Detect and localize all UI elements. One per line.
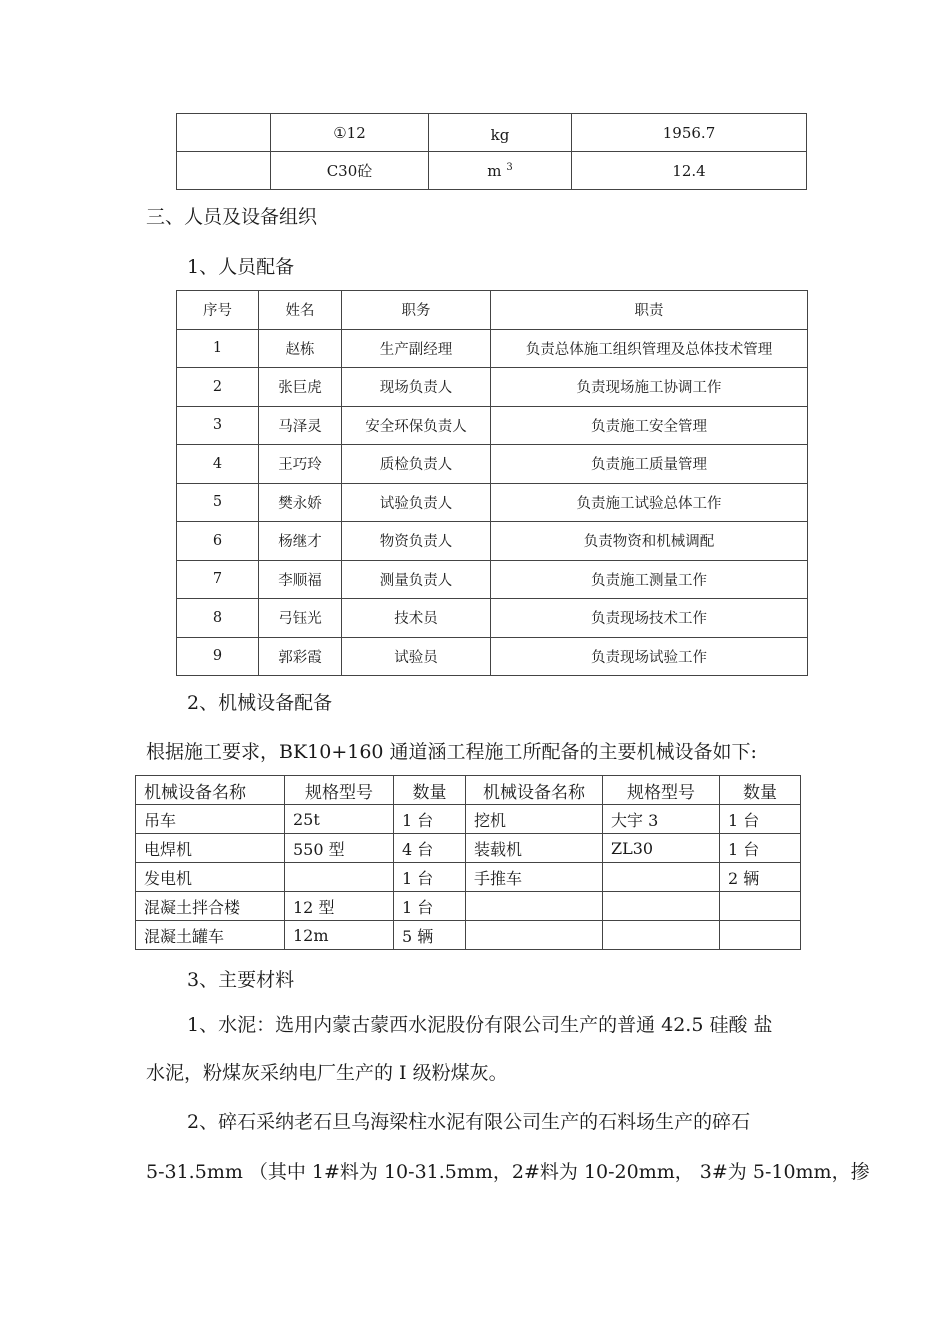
row-number: 6 — [177, 522, 259, 561]
row-number: 1 — [177, 329, 259, 368]
machine-model: ZL30 — [603, 834, 720, 863]
machine-qty: 1 台 — [720, 805, 801, 834]
table-row — [136, 892, 801, 921]
staff-name: 赵栋 — [259, 329, 342, 368]
staff-name: 樊永娇 — [259, 483, 342, 522]
staff-duty: 负责总体施工组织管理及总体技术管理 — [491, 329, 808, 368]
staff-position: 生产副经理 — [342, 329, 491, 368]
material-unit: m $^3$ — [429, 152, 572, 190]
machine-qty: 2 辆 — [720, 863, 801, 892]
table-row — [136, 834, 801, 863]
machine-name — [466, 892, 603, 921]
table-row — [177, 637, 808, 676]
machine-qty: 1 台 — [720, 834, 801, 863]
materials-table — [176, 113, 807, 190]
table-row — [177, 152, 807, 190]
table-row — [177, 599, 808, 638]
subsection-title-personnel: 1、人员配备 — [187, 256, 295, 278]
row-number: 5 — [177, 483, 259, 522]
machine-name — [466, 921, 603, 950]
machine-name: 混凝土拌合楼 — [136, 892, 285, 921]
machine-name: 电焊机 — [136, 834, 285, 863]
staff-position: 技术员 — [342, 599, 491, 638]
staff-position: 试验负责人 — [342, 483, 491, 522]
personnel-table — [176, 290, 808, 676]
machinery-table — [135, 775, 801, 950]
machine-model: 大宇 3 — [603, 805, 720, 834]
machine-model: 550 型 — [285, 834, 394, 863]
table-cell — [177, 114, 271, 152]
staff-position: 测量负责人 — [342, 560, 491, 599]
machine-qty: 5 辆 — [394, 921, 466, 950]
machine-model — [603, 892, 720, 921]
row-number: 8 — [177, 599, 259, 638]
machine-model — [603, 921, 720, 950]
staff-name: 郭彩霞 — [259, 637, 342, 676]
header-cell: 职务 — [342, 291, 491, 330]
machinery-intro: 根据施工要求，BK10+160 通道涵工程施工所配备的主要机械设备如下: — [146, 741, 757, 763]
machine-model: 25t — [285, 805, 394, 834]
material-unit: kg — [429, 114, 572, 152]
header-cell: 机械设备名称 — [466, 776, 603, 805]
header-cell: 姓名 — [259, 291, 342, 330]
machine-name: 吊车 — [136, 805, 285, 834]
material-qty: 12.4 — [572, 152, 807, 190]
machine-name: 发电机 — [136, 863, 285, 892]
material-item: C30砼 — [271, 152, 429, 190]
table-row — [177, 329, 808, 368]
row-number: 2 — [177, 368, 259, 407]
section-title: 三、人员及设备组织 — [146, 206, 318, 228]
machine-model: 12m — [285, 921, 394, 950]
table-row — [177, 522, 808, 561]
machine-name: 手推车 — [466, 863, 603, 892]
staff-position: 安全环保负责人 — [342, 406, 491, 445]
row-number: 7 — [177, 560, 259, 599]
table-row — [136, 805, 801, 834]
staff-position: 质检负责人 — [342, 445, 491, 484]
table-row — [136, 921, 801, 950]
staff-position: 现场负责人 — [342, 368, 491, 407]
staff-name: 李顺福 — [259, 560, 342, 599]
table-cell — [177, 152, 271, 190]
staff-duty: 负责现场试验工作 — [491, 637, 808, 676]
staff-name: 张巨虎 — [259, 368, 342, 407]
table-header-row — [136, 776, 801, 805]
machine-name: 挖机 — [466, 805, 603, 834]
machine-qty — [720, 921, 801, 950]
table-row — [177, 483, 808, 522]
table-row — [177, 445, 808, 484]
header-cell: 规格型号 — [285, 776, 394, 805]
machine-qty: 1 台 — [394, 863, 466, 892]
staff-position: 物资负责人 — [342, 522, 491, 561]
material-item: ①12 — [271, 114, 429, 152]
machine-qty: 1 台 — [394, 805, 466, 834]
machine-model: 12 型 — [285, 892, 394, 921]
table-header-row — [177, 291, 808, 330]
machine-model — [285, 863, 394, 892]
header-cell: 数量 — [394, 776, 466, 805]
table-row — [177, 406, 808, 445]
staff-name: 马泽灵 — [259, 406, 342, 445]
staff-duty: 负责现场技术工作 — [491, 599, 808, 638]
header-cell: 数量 — [720, 776, 801, 805]
machine-qty: 4 台 — [394, 834, 466, 863]
staff-duty: 负责施工试验总体工作 — [491, 483, 808, 522]
table-row — [177, 560, 808, 599]
machine-name: 装载机 — [466, 834, 603, 863]
header-cell: 序号 — [177, 291, 259, 330]
table-row — [136, 863, 801, 892]
table-row — [177, 114, 807, 152]
paragraph-cement-line1: 1、水泥：选用内蒙古蒙西水泥股份有限公司生产的普通 42.5 硅酸 盐 — [187, 1014, 773, 1036]
row-number: 9 — [177, 637, 259, 676]
header-cell: 规格型号 — [603, 776, 720, 805]
subsection-title-machinery: 2、机械设备配备 — [187, 692, 333, 714]
machine-qty — [720, 892, 801, 921]
staff-duty: 负责物资和机械调配 — [491, 522, 808, 561]
staff-duty: 负责施工测量工作 — [491, 560, 808, 599]
machine-qty: 1 台 — [394, 892, 466, 921]
staff-position: 试验员 — [342, 637, 491, 676]
staff-duty: 负责施工安全管理 — [491, 406, 808, 445]
material-qty: 1956.7 — [572, 114, 807, 152]
staff-name: 王巧玲 — [259, 445, 342, 484]
table-row — [177, 368, 808, 407]
row-number: 4 — [177, 445, 259, 484]
machine-model — [603, 863, 720, 892]
staff-name: 弓钰光 — [259, 599, 342, 638]
staff-duty: 负责现场施工协调工作 — [491, 368, 808, 407]
machine-name: 混凝土罐车 — [136, 921, 285, 950]
header-cell: 机械设备名称 — [136, 776, 285, 805]
paragraph-cement-line2: 水泥，粉煤灰采纳电厂生产的 I 级粉煤灰。 — [146, 1062, 508, 1084]
paragraph-gravel-line1: 2、碎石采纳老石旦乌海梁柱水泥有限公司生产的石料场生产的碎石 — [187, 1111, 751, 1133]
header-cell: 职责 — [491, 291, 808, 330]
row-number: 3 — [177, 406, 259, 445]
paragraph-gravel-line2: 5-31.5mm （其中 1#料为 10-31.5mm，2#料为 10-20mm， 3#为 5-10mm，掺 — [146, 1161, 870, 1183]
subsection-title-materials: 3、主要材料 — [187, 969, 295, 991]
staff-duty: 负责施工质量管理 — [491, 445, 808, 484]
staff-name: 杨继才 — [259, 522, 342, 561]
